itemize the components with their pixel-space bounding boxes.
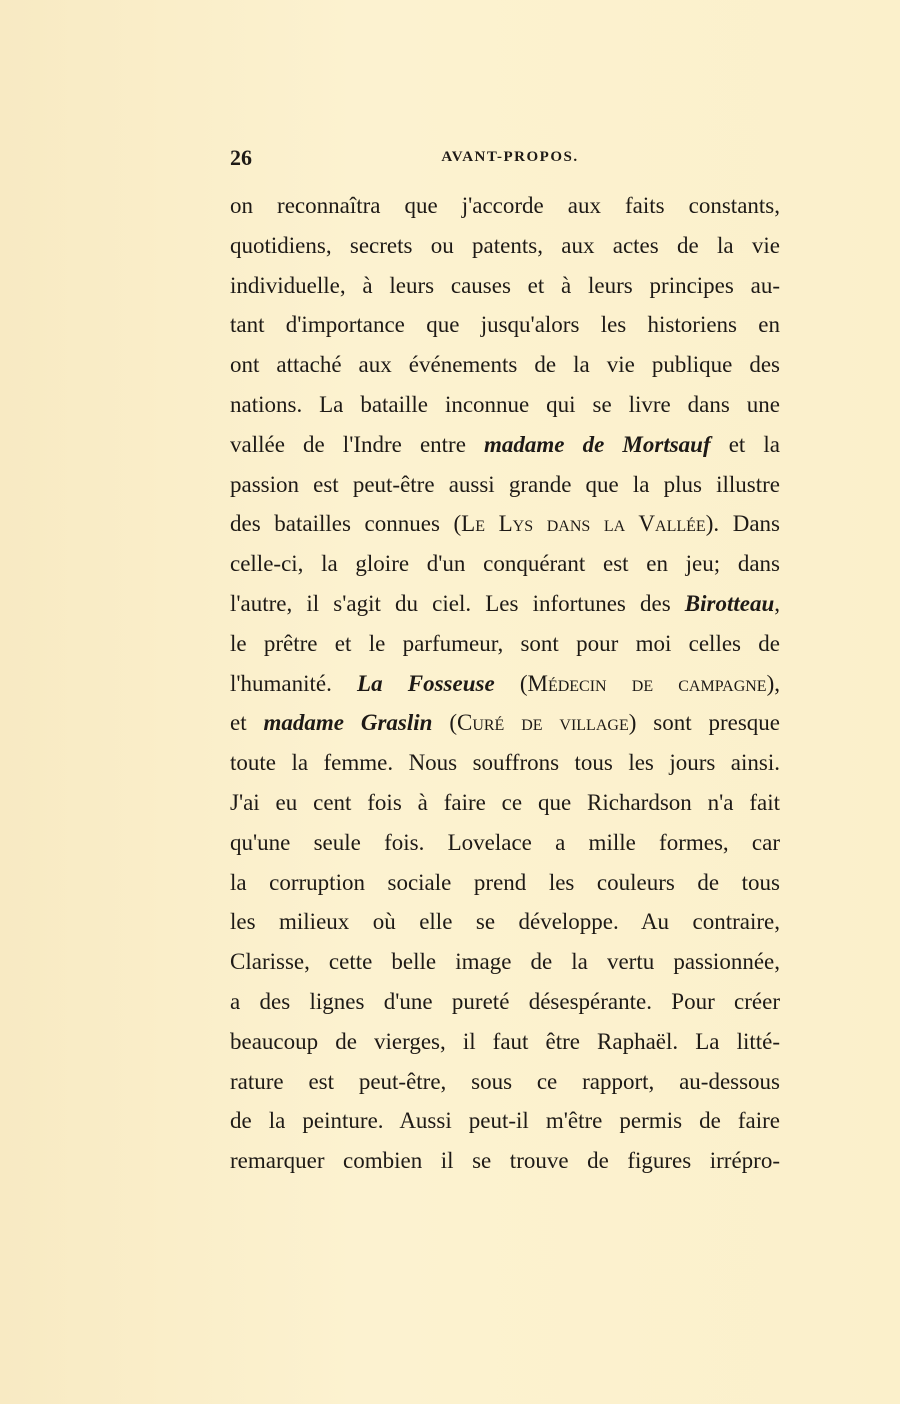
text-segment: nations. La bataille inconnue qui se livre dans une [230, 391, 780, 417]
italic-name: Birotteau [684, 590, 775, 616]
text-segment: la corruption sociale prend les couleurs de tous [230, 869, 780, 895]
text-segment: ), [766, 670, 781, 696]
text-line-content [230, 624, 780, 664]
text-segment: passion est peut-être aussi grande que la plus illustre [230, 471, 780, 497]
text-line-content [230, 266, 780, 306]
text-segment: ( [494, 670, 528, 696]
text-line-content [230, 305, 780, 345]
text-line [230, 385, 780, 425]
text-segment: J'ai eu cent fois à faire ce que Richardson n'a fait [230, 789, 780, 815]
running-title: AVANT-PROPOS. [441, 149, 579, 165]
text-line [230, 1062, 780, 1102]
text-line-content [230, 465, 780, 505]
text-segment: les milieux où elle se développe. Au contraire, [230, 909, 780, 935]
text-line [230, 703, 780, 743]
text-line-content [230, 902, 780, 942]
text-segment: ont attaché aux événements de la vie publique des [230, 352, 780, 378]
text-line-content [230, 425, 780, 465]
text-line [230, 863, 780, 903]
text-segment: on reconnaîtra que j'accorde aux faits constants, [230, 193, 780, 218]
text-segment: des batailles connues ( [230, 511, 462, 537]
text-line [230, 823, 780, 863]
text-segment: et la [710, 431, 780, 457]
text-line-content [230, 544, 780, 584]
text-segment: vallée de l'Indre entre [230, 431, 485, 457]
text-line-content [230, 823, 780, 863]
text-line [230, 465, 780, 505]
text-segment: et [230, 710, 264, 736]
text-line-content [230, 863, 780, 903]
text-line [230, 305, 780, 345]
text-line-content [230, 703, 780, 743]
text-line-content [230, 584, 780, 624]
text-segment: toute la femme. Nous souffrons tous les jours ainsi. [230, 750, 780, 776]
text-segment: beaucoup de vierges, il faut être Raphaël. La litté- [230, 1028, 780, 1054]
text-line [230, 902, 780, 942]
text-segment: ( [432, 710, 457, 736]
text-line-content [230, 226, 780, 266]
text-segment: remarquer combien il se trouve de figures irrépro- [230, 1148, 780, 1174]
text-segment: ) sont presque [628, 710, 780, 736]
page-number: 26 [230, 145, 252, 170]
text-segment: qu'une seule fois. Lovelace a mille formes, car [230, 829, 780, 855]
text-line [230, 1141, 780, 1181]
text-line [230, 1101, 780, 1141]
text-line [230, 226, 780, 266]
text-line-content [230, 1141, 780, 1181]
text-line [230, 624, 780, 664]
text-line-content [230, 504, 780, 544]
text-line-content [230, 1062, 780, 1102]
text-line-content [230, 345, 780, 385]
text-segment: a des lignes d'une pureté désespérante. Pour créer [230, 988, 780, 1014]
text-line [230, 1022, 780, 1062]
text-segment: de la peinture. Aussi peut-il m'être permis de faire [230, 1108, 780, 1134]
text-line [230, 783, 780, 823]
text-segment: rature est peut-être, sous ce rapport, au-dessous [230, 1068, 780, 1094]
text-line [230, 504, 780, 544]
text-line-content [230, 942, 780, 982]
text-line-content [230, 743, 780, 783]
text-line [230, 664, 780, 704]
text-segment: l'humanité. [230, 670, 358, 696]
italic-name: La Fosseuse [357, 670, 495, 696]
italic-name: madame de Mortsauf [484, 431, 711, 457]
small-caps-title: Le Lys dans la Vallée [461, 511, 706, 537]
text-segment: individuelle, à leurs causes et à leurs principes au- [230, 272, 780, 298]
text-line [230, 982, 780, 1022]
text-line-content [230, 385, 780, 425]
text-segment: quotidiens, secrets ou patents, aux actes de la vie [230, 232, 780, 258]
text-line-content [230, 186, 780, 226]
text-segment: ). Dans [705, 511, 780, 537]
text-segment: le prêtre et le parfumeur, sont pour moi celles de [230, 630, 780, 656]
text-line [230, 266, 780, 306]
text-segment: Clarisse, cette belle image de la vertu passionnée, [230, 949, 780, 975]
small-caps-title: Curé de village [456, 710, 629, 736]
text-segment: celle-ci, la gloire d'un conquérant est en jeu; dans [230, 551, 780, 577]
text-line [230, 186, 780, 226]
text-line [230, 942, 780, 982]
text-line [230, 743, 780, 783]
text-segment: , [774, 590, 780, 616]
text-line [230, 345, 780, 385]
text-segment: tant d'importance que jusqu'alors les historiens en [230, 312, 780, 338]
text-line-content [230, 664, 780, 704]
small-caps-title: Médecin de campagne [527, 670, 767, 696]
page-body-text [230, 186, 780, 1181]
text-line-content [230, 783, 780, 823]
text-line [230, 584, 780, 624]
text-line [230, 544, 780, 584]
text-line-content [230, 1022, 780, 1062]
text-line-content [230, 982, 780, 1022]
text-line [230, 425, 780, 465]
text-line-content [230, 1101, 780, 1141]
text-segment: l'autre, il s'agit du ciel. Les infortunes des [230, 590, 685, 616]
italic-name: madame Graslin [263, 710, 433, 736]
